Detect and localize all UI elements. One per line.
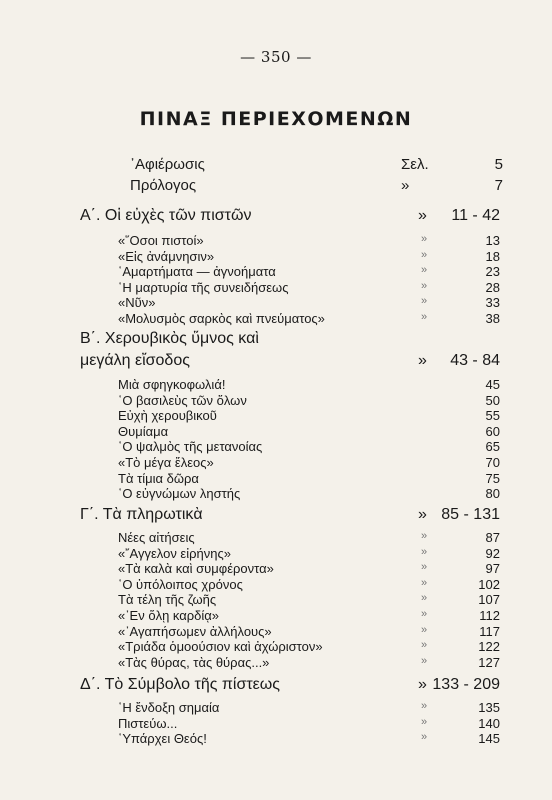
toc-item — [0, 608, 552, 623]
toc-item-title: ῾Η μαρτυρία τῆς συνειδήσεως — [118, 280, 289, 295]
toc-item-page: 102 — [478, 577, 500, 592]
toc-item-page: 140 — [478, 716, 500, 731]
section-heading-title: Α΄. Οἱ εὐχὲς τῶν πιστῶν — [80, 207, 252, 224]
toc-item-title: Τὰ τίμια δῶρα — [118, 471, 199, 486]
toc-item-page: 145 — [478, 731, 500, 746]
front-entry-page: 5 — [494, 156, 503, 173]
front-entry-ditto-mark: Σελ. — [401, 156, 429, 173]
section-heading-title: Δ΄. Τὸ Σύμβολο τῆς πίστεως — [80, 676, 280, 693]
toc-item-title: ῾Αμαρτήματα — ἀγνοήματα — [118, 264, 276, 279]
section-heading-page: 85 - 131 — [441, 506, 500, 523]
toc-item-ditto-mark: » — [421, 731, 428, 743]
page-number: — 350 — — [240, 48, 312, 66]
toc-item-title: ῾Ο ὑπόλοιπος χρόνος — [118, 577, 243, 592]
toc-item-title: Μιὰ σφηγκοφωλιά! — [118, 377, 226, 392]
toc-item-title: Νέες αἰτήσεις — [118, 530, 195, 545]
toc-item — [0, 577, 552, 592]
page-title: ΠΙΝΑΞ ΠΕΡΙΕΧΟΜΕΝΩΝ — [139, 108, 413, 130]
front-entry-ditto-mark: » — [401, 177, 410, 194]
front-entry — [0, 177, 552, 197]
toc-item-title: ῾Ο εὐγνώμων ληστής — [118, 486, 241, 501]
front-entry-title: ᾿Αφιέρωσις — [130, 156, 205, 173]
toc-item-ditto-mark: » — [421, 608, 428, 620]
toc-item — [0, 393, 552, 408]
toc-item-title: ῾Ο βασιλεὺς τῶν ὅλων — [118, 393, 247, 408]
toc-item-ditto-mark: » — [421, 592, 428, 604]
section-heading-ditto-mark: » — [418, 352, 427, 369]
toc-item — [0, 546, 552, 561]
toc-item-page: 70 — [485, 455, 500, 470]
toc-item — [0, 439, 552, 454]
toc-item-title: Εὐχὴ χερουβικοῦ — [118, 408, 217, 423]
section-heading-ditto-mark: » — [418, 207, 427, 224]
toc-item-title: «῎Αγγελον εἰρήνης» — [118, 546, 231, 561]
front-entry-title: Πρόλογος — [130, 177, 197, 194]
section-heading-ditto-mark: » — [418, 676, 427, 693]
toc-item-page: 87 — [485, 530, 500, 545]
toc-item — [0, 624, 552, 639]
toc-item — [0, 455, 552, 470]
section-heading — [0, 506, 552, 526]
toc-item — [0, 295, 552, 310]
toc-item-ditto-mark: » — [421, 233, 428, 245]
toc-item-ditto-mark: » — [421, 264, 428, 276]
section-heading-title: Γ΄. Τὰ πληρωτικὰ — [80, 506, 203, 523]
toc-item — [0, 716, 552, 731]
toc-item-title: «Εἰς ἀνάμνησιν» — [118, 249, 215, 264]
toc-item-ditto-mark: » — [421, 700, 428, 712]
toc-item-title: «᾿Εν ὅλῃ καρδίᾳ» — [118, 608, 220, 623]
toc-item-title: «Τριάδα ὁμοούσιον καὶ ἀχώριστον» — [118, 639, 323, 654]
toc-item-page: 107 — [478, 592, 500, 607]
section-heading-page: 133 - 209 — [432, 676, 500, 693]
toc-item-page: 38 — [485, 311, 500, 326]
toc-item-page: 33 — [485, 295, 500, 310]
toc-item-ditto-mark: » — [421, 624, 428, 636]
section-heading-page: 11 - 42 — [451, 207, 500, 224]
toc-item-title: «Μολυσμὸς σαρκὸς καὶ πνεύματος» — [118, 311, 325, 326]
toc-item — [0, 233, 552, 248]
toc-item — [0, 592, 552, 607]
toc-item-title: «῞Οσοι πιστοί» — [118, 233, 204, 248]
toc-item-ditto-mark: » — [421, 249, 428, 261]
toc-item-ditto-mark: » — [421, 561, 428, 573]
toc-item — [0, 471, 552, 486]
toc-item-title: «Τὸ μέγα ἔλεος» — [118, 455, 214, 470]
toc-item — [0, 280, 552, 295]
toc-item — [0, 424, 552, 439]
toc-item — [0, 311, 552, 326]
toc-item-page: 92 — [485, 546, 500, 561]
toc-item-page: 112 — [479, 608, 500, 623]
toc-item — [0, 249, 552, 264]
toc-item-page: 23 — [485, 264, 500, 279]
toc-item — [0, 408, 552, 423]
toc-item-page: 50 — [485, 393, 500, 408]
section-heading-title: Β΄. Χερουβικὸς ὕμνος καὶ — [80, 330, 259, 347]
toc-item — [0, 700, 552, 715]
toc-item-title: «Νῦν» — [118, 295, 156, 310]
toc-item — [0, 377, 552, 392]
toc-item — [0, 655, 552, 670]
toc-item-title: ῾Η ἔνδοξη σημαία — [118, 700, 220, 715]
toc-item-title: «Τὰς θύρας, τὰς θύρας...» — [118, 655, 270, 670]
section-heading-title: μεγάλη εἴσοδος — [80, 352, 190, 369]
section-heading — [0, 352, 552, 372]
toc-item-ditto-mark: » — [421, 546, 428, 558]
toc-item-page: 60 — [485, 424, 500, 439]
toc-item-ditto-mark: » — [421, 280, 428, 292]
toc-item-page: 127 — [478, 655, 500, 670]
toc-item-title: ῾Ο ψαλμὸς τῆς μετανοίας — [118, 439, 263, 454]
toc-item-page: 80 — [485, 486, 500, 501]
toc-item-title: Τὰ τέλη τῆς ζωῆς — [118, 592, 217, 607]
front-entry — [0, 156, 552, 176]
toc-item — [0, 486, 552, 501]
toc-item-page: 65 — [485, 439, 500, 454]
toc-item — [0, 731, 552, 746]
toc-item — [0, 639, 552, 654]
section-heading-page: 43 - 84 — [450, 352, 500, 369]
toc-item — [0, 264, 552, 279]
toc-item-ditto-mark: » — [421, 639, 428, 651]
toc-item-page: 18 — [485, 249, 500, 264]
toc-item-page: 13 — [485, 233, 500, 248]
toc-item-page: 28 — [485, 280, 500, 295]
toc-item-ditto-mark: » — [421, 577, 428, 589]
toc-item-ditto-mark: » — [421, 311, 428, 323]
toc-item-page: 55 — [485, 408, 500, 423]
section-heading — [0, 330, 552, 350]
toc-item-ditto-mark: » — [421, 530, 428, 542]
toc-item-page: 135 — [478, 700, 500, 715]
toc-item-page: 122 — [478, 639, 500, 654]
section-heading — [0, 207, 552, 227]
toc-item-title: «᾿Αγαπήσωμεν ἀλλήλους» — [118, 624, 272, 639]
toc-item-title: Θυμίαμα — [118, 424, 169, 439]
toc-item-ditto-mark: » — [421, 716, 428, 728]
section-heading — [0, 676, 552, 696]
toc-item — [0, 561, 552, 576]
toc-item-title: ῾Υπάρχει Θεός! — [118, 731, 207, 746]
toc-item-title: Πιστεύω... — [118, 716, 178, 731]
toc-item-page: 117 — [479, 624, 500, 639]
toc-item — [0, 530, 552, 545]
toc-item-page: 45 — [485, 377, 500, 392]
toc-item-ditto-mark: » — [421, 655, 428, 667]
section-heading-ditto-mark: » — [418, 506, 427, 523]
toc-item-page: 97 — [485, 561, 500, 576]
front-entry-page: 7 — [494, 177, 503, 194]
toc-item-ditto-mark: » — [421, 295, 428, 307]
toc-item-page: 75 — [485, 471, 500, 486]
toc-item-title: «Τὰ καλὰ καὶ συμφέροντα» — [118, 561, 274, 576]
